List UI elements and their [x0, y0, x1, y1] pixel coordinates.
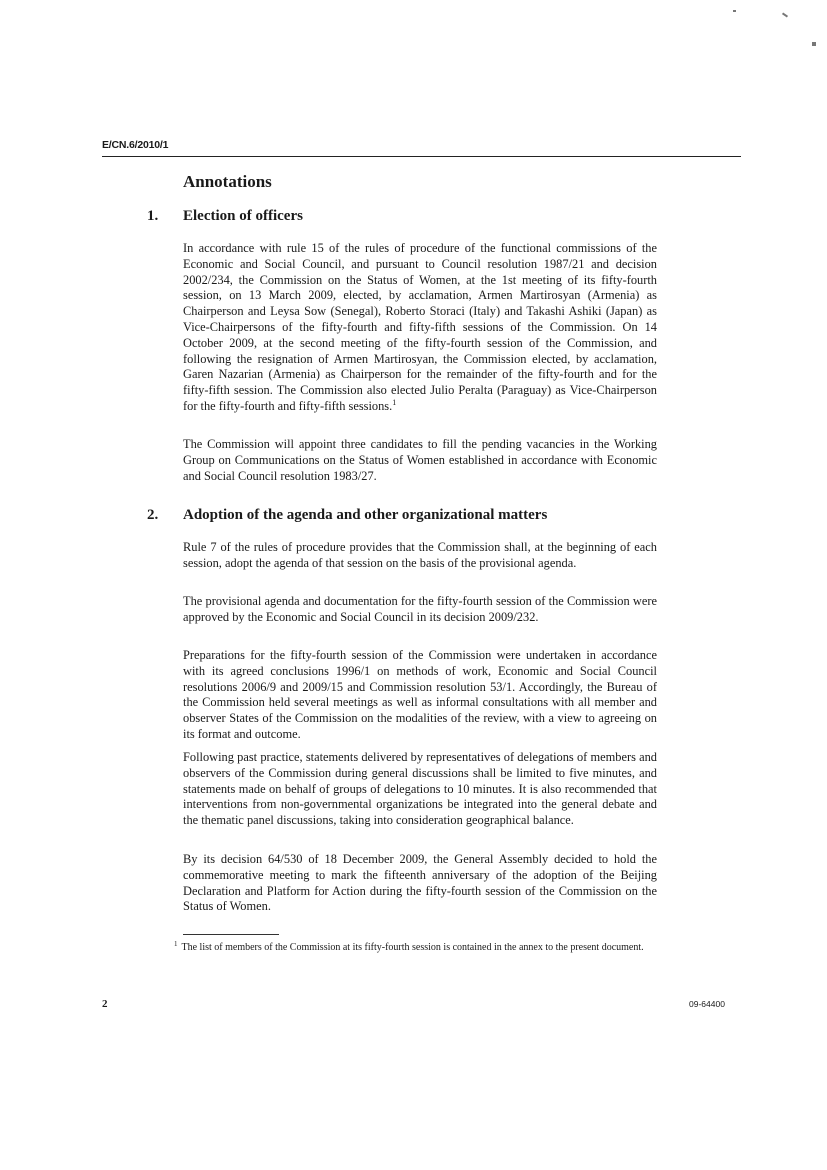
- paragraph: Rule 7 of the rules of procedure provides that the Commission shall, at the beginning of each session, adopt the agenda of that session on the basis of the provisional agenda.: [183, 540, 657, 570]
- scan-speck: [782, 12, 788, 17]
- footnote-reference[interactable]: 1: [392, 397, 397, 407]
- document-code: 09-64400: [689, 999, 725, 1009]
- paragraph: Following past practice, statements delivered by representatives of delegations of members and observers of the Commission during general discussions shall be limited to five minutes, and statements made on behalf of groups of delegations to 10 minutes. It is also recommended that interventions from non-governmental organizations be integrated into the general debate and the thematic panel discussions, taking into consideration geographical balance.: [183, 750, 657, 828]
- page-number: 2: [102, 998, 108, 1010]
- scan-speck: [733, 10, 736, 12]
- paragraph: The provisional agenda and documentation for the fifty-fourth session of the Commission were approved by the Economic and Social Council in its decision 2009/232.: [183, 594, 657, 624]
- section-heading: Adoption of the agenda and other organizational matters: [183, 507, 548, 523]
- paragraph: The Commission will appoint three candidates to fill the pending vacancies in the Working Group on Communications on the Status of Women established in accordance with Economic and Social Council resolution 1983/27.: [183, 437, 657, 483]
- paragraph: Preparations for the fifty-fourth session of the Commission were undertaken in accordance with its agreed conclusions 1996/1 on methods of work, Economic and Social Council resolutions 2006/9 and 2009/15 and Commission resolution 53/1. Accordingly, the Bureau of the Commission held several meetings as well as informal consultations with all member and observer States of the Commission on the modalities of the review, with a view to agreeing on its format and outcome.: [183, 648, 657, 741]
- paragraph: By its decision 64/530 of 18 December 2009, the General Assembly decided to hold the commemorative meeting to mark the fifteenth anniversary of the adoption of the Beijing Declaration and Platform for Action during the fifty-fourth session of the Commission on the Status of Women.: [183, 852, 657, 914]
- section-number: 2.: [147, 507, 159, 523]
- document-symbol: E/CN.6/2010/1: [102, 139, 169, 151]
- section-number: 1.: [147, 208, 159, 224]
- footnote-separator: [183, 934, 279, 935]
- footnote: $^1$ The list of members of the Commission at its fifty-fourth session is contained in the annex to the present document.: [174, 939, 644, 953]
- paragraph: In accordance with rule 15 of the rules of procedure of the functional commissions of the Economic and Social Council, and pursuant to Council resolution 1987/21 and decision 2002/234, the Commission on the Status of Women, at the 1st meeting of its fifty-fourth session, on 13 March 2009, elected, by acclamation, Armen Martirosyan (Armenia) as Chairperson and Leysa Sow (Senegal), Roberto Storaci (Italy) and Takashi Ashiki (Japan) as Vice-Chairpersons of the fifty-fourth and fifty-fifth sessions of the Commission. On 14 October 2009, at the second meeting of the fifty-fourth session of the Commission, and following the resignation of Armen Martirosyan, the Commission elected, by acclamation, Garen Nazarian (Armenia) as Chairperson for the remainder of the fifty-fourth and for the fifty-fifth session. The Commission also elected Julio Peralta (Paraguay) as Vice-Chairperson for the fifty-fourth and fifty-fifth sessions.$^1$: [183, 241, 657, 413]
- section-heading: Election of officers: [183, 208, 303, 224]
- footnote-mark: 1: [174, 939, 178, 948]
- header-rule: [102, 156, 741, 157]
- scan-speck: [812, 42, 816, 46]
- page-title: Annotations: [183, 172, 272, 191]
